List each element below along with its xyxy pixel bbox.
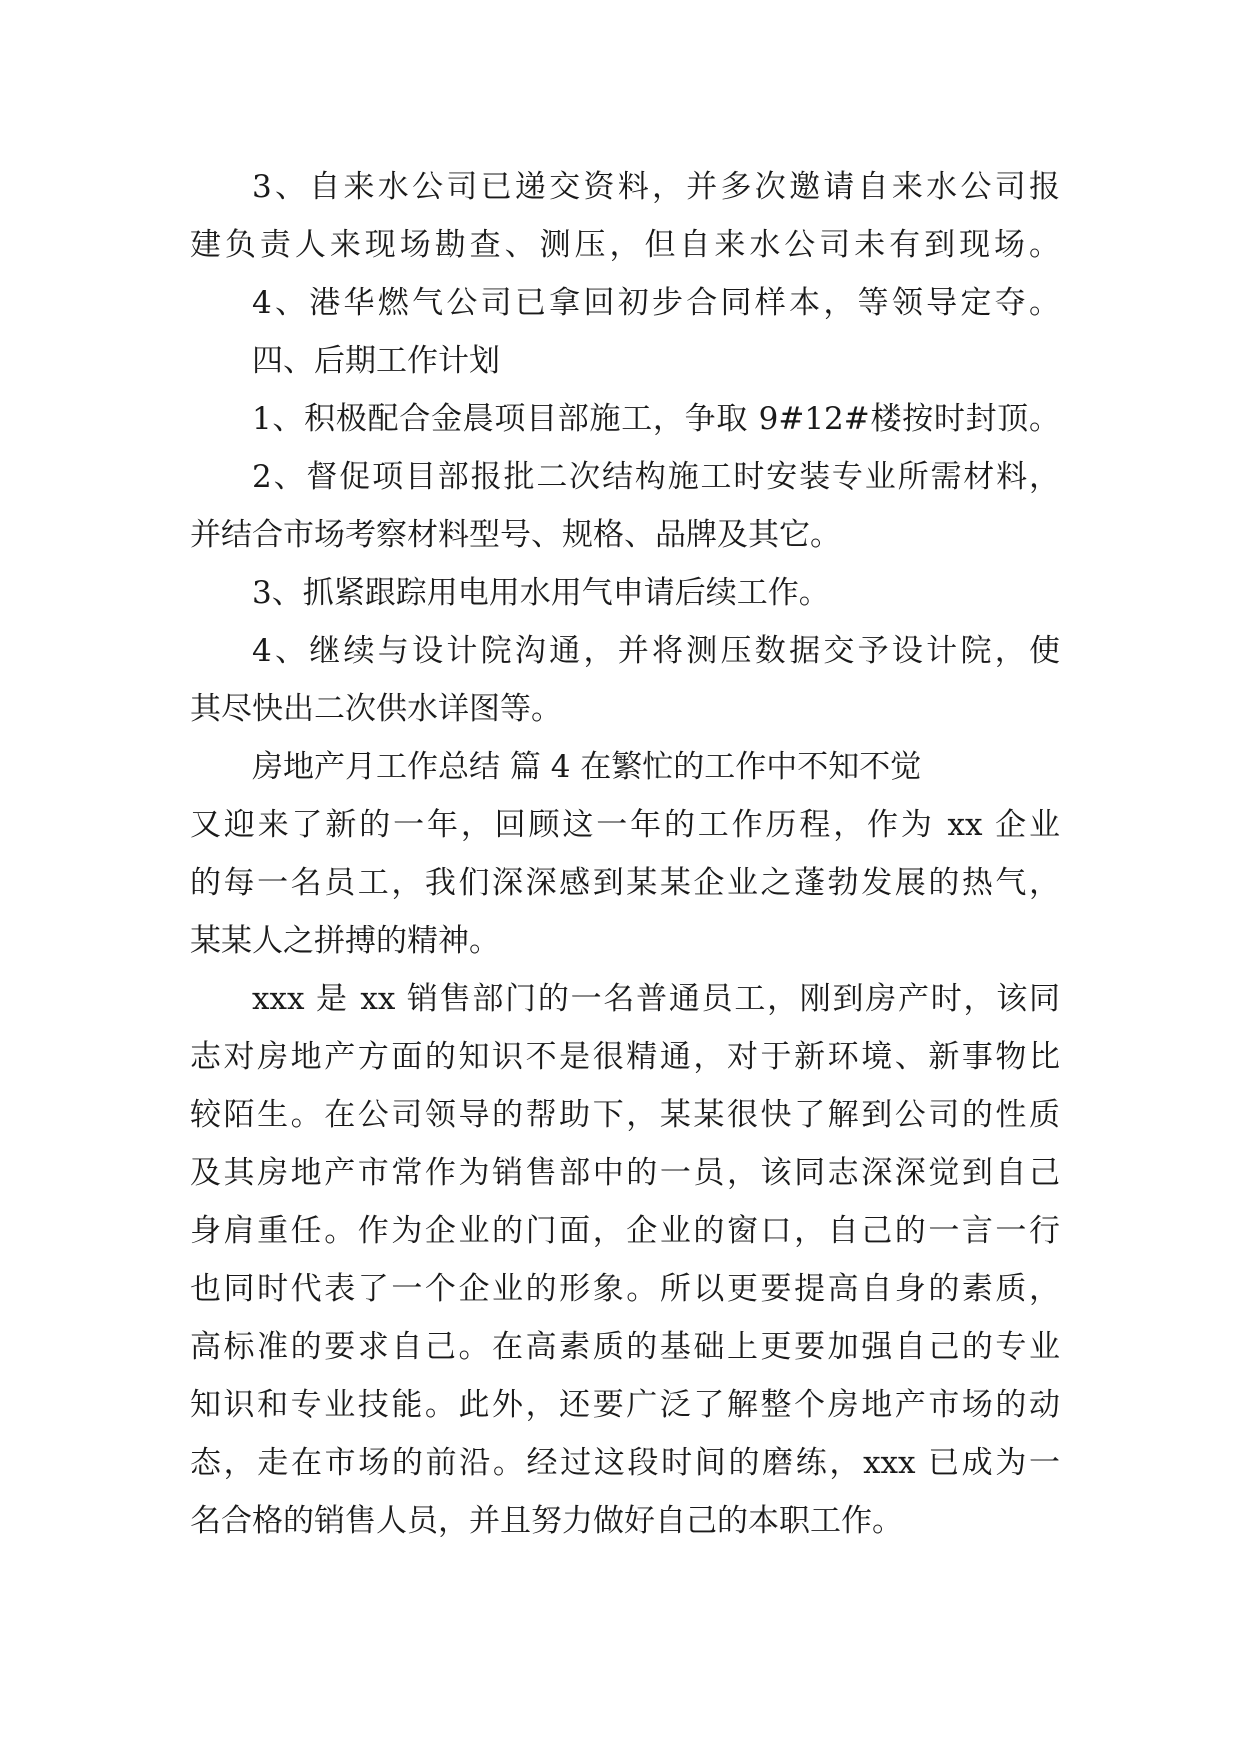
- text-line: 并结合市场考察材料型号、规格、品牌及其它。: [190, 517, 841, 553]
- text-line: 身肩重任。作为企业的门面，企业的窗口，自己的一言一行: [190, 1213, 1060, 1249]
- text-line: 又迎来了新的一年，回顾这一年的工作历程，作为 xx 企业: [190, 807, 1060, 843]
- text-line: 3、自来水公司已递交资料，并多次邀请自来水公司报: [252, 169, 1060, 205]
- text-line: 3、抓紧跟踪用电用水用气申请后续工作。: [252, 575, 830, 611]
- text-line: 及其房地产市常作为销售部中的一员，该同志深深觉到自己: [190, 1155, 1060, 1191]
- text-line: 较陌生。在公司领导的帮助下，某某很快了解到公司的性质: [190, 1097, 1060, 1133]
- text-line: 2、督促项目部报批二次结构施工时安装专业所需材料，: [252, 459, 1060, 495]
- text-line: 也同时代表了一个企业的形象。所以更要提高自身的素质，: [190, 1271, 1060, 1307]
- text-line: 态，走在市场的前沿。经过这段时间的磨练，xxx 已成为一: [190, 1445, 1060, 1481]
- text-line: 1、积极配合金晨项目部施工，争取 9#12#楼按时封顶。: [252, 401, 1060, 437]
- text-line: 名合格的销售人员，并且努力做好自己的本职工作。: [190, 1503, 903, 1539]
- text-line: 4、继续与设计院沟通，并将测压数据交予设计院，使: [252, 633, 1060, 669]
- text-line: xxx 是 xx 销售部门的一名普通员工，刚到房产时，该同: [252, 981, 1060, 1017]
- article-title-line: 房地产月工作总结 篇 4 在繁忙的工作中不知不觉: [252, 749, 922, 785]
- text-line: 知识和专业技能。此外，还要广泛了解整个房地产市场的动: [190, 1387, 1060, 1423]
- text-line: 的每一名员工，我们深深感到某某企业之蓬勃发展的热气，: [190, 865, 1060, 901]
- text-line: 某某人之拼搏的精神。: [190, 923, 500, 959]
- text-line: 4、港华燃气公司已拿回初步合同样本，等领导定夺。: [252, 285, 1060, 321]
- text-line: 志对房地产方面的知识不是很精通，对于新环境、新事物比: [190, 1039, 1060, 1075]
- text-line: 建负责人来现场勘查、测压，但自来水公司未有到现场。: [190, 227, 1060, 263]
- section-heading: 四、后期工作计划: [252, 343, 500, 379]
- text-line: 高标准的要求自己。在高素质的基础上更要加强自己的专业: [190, 1329, 1060, 1365]
- text-line: 其尽快出二次供水详图等。: [190, 691, 562, 727]
